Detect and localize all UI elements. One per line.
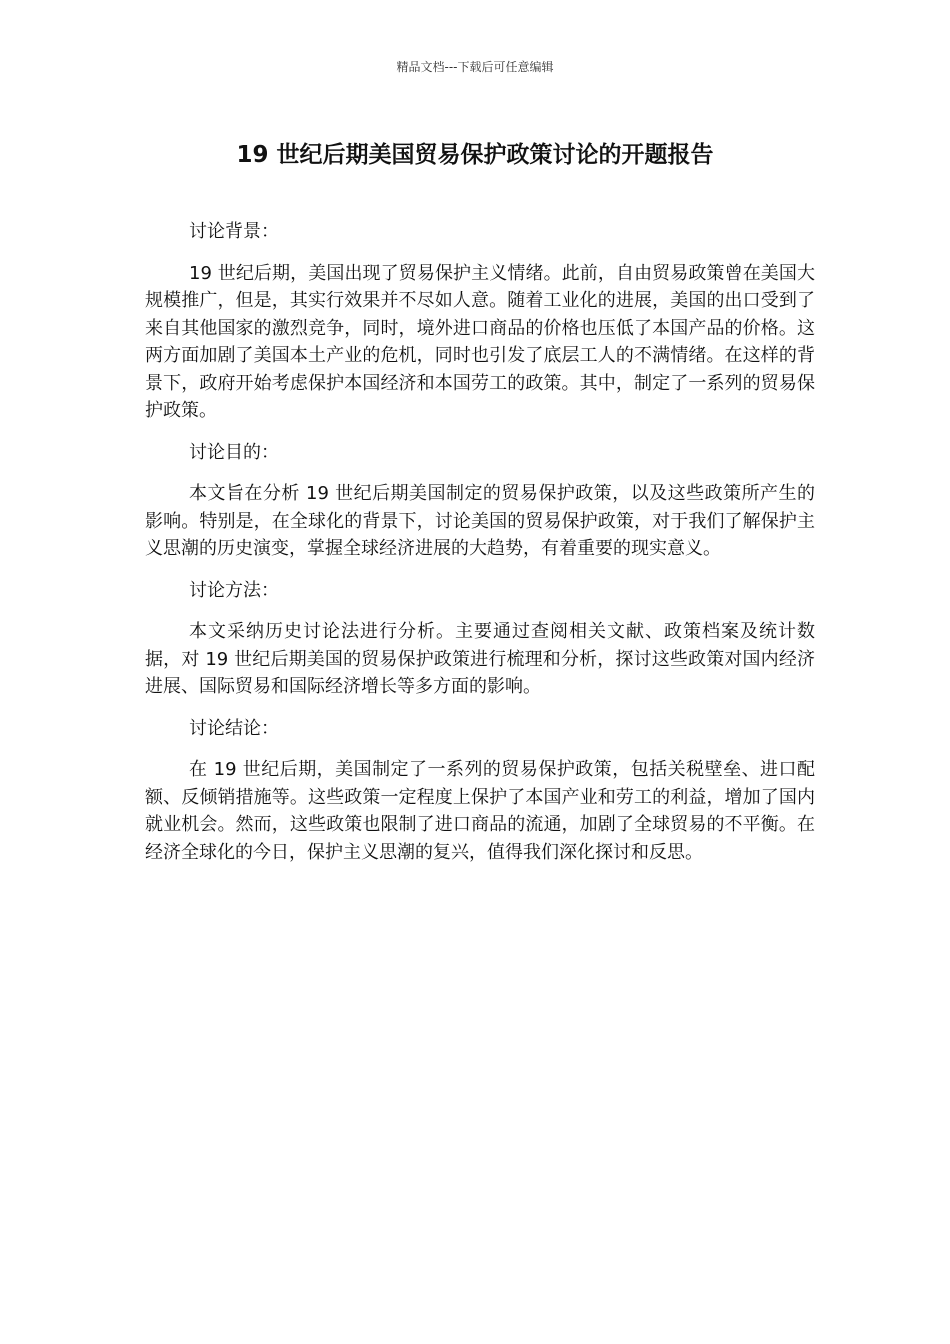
document-title: 19 世纪后期美国贸易保护政策讨论的开题报告 — [236, 142, 714, 168]
section-background — [145, 218, 815, 425]
section-paragraph: 本文采纳历史讨论法进行分析。主要通过查阅相关文献、政策档案及统计数据，对 19 世纪后期美国的贸易保护政策进行梳理和分析，探讨这些政策对国内经济进展、国际贸易和国际经济增长等多方面的影响。 — [145, 621, 815, 697]
section-purpose — [145, 439, 815, 563]
page-header: 精品文档---下载后可任意编辑 — [396, 60, 554, 74]
document-content — [145, 218, 815, 880]
section-conclusion — [145, 715, 815, 867]
section-heading: 讨论方法： — [189, 579, 279, 601]
section-paragraph: 本文旨在分析 19 世纪后期美国制定的贸易保护政策，以及这些政策所产生的影响。特别是，在全球化的背景下，讨论美国的贸易保护政策，对于我们了解保护主义思潮的历史演变，掌握全球经济进展的大趋势，有着重要的现实意义。 — [145, 483, 815, 559]
section-heading: 讨论目的： — [189, 441, 279, 463]
section-method — [145, 577, 815, 701]
section-paragraph: 19 世纪后期，美国出现了贸易保护主义情绪。此前，自由贸易政策曾在美国大规模推广，但是，其实行效果并不尽如人意。随着工业化的进展，美国的出口受到了来自其他国家的激烈竞争，同时，境外进口商品的价格也压低了本国产品的价格。这两方面加剧了美国本土产业的危机，同时也引发了底层工人的不满情绪。在这样的背景下，政府开始考虑保护本国经济和本国劳工的政策。其中，制定了一系列的贸易保护政策。 — [145, 262, 815, 421]
section-heading: 讨论背景： — [189, 221, 279, 242]
section-paragraph: 在 19 世纪后期，美国制定了一系列的贸易保护政策，包括关税壁垒、进口配额、反倾销措施等。这些政策一定程度上保护了本国产业和劳工的利益，增加了国内就业机会。然而，这些政策也限制了进口商品的流通，加剧了全球贸易的不平衡。在经济全球化的今日，保护主义思潮的复兴，值得我们深化探讨和反思。 — [145, 759, 815, 863]
section-heading: 讨论结论： — [189, 717, 279, 739]
